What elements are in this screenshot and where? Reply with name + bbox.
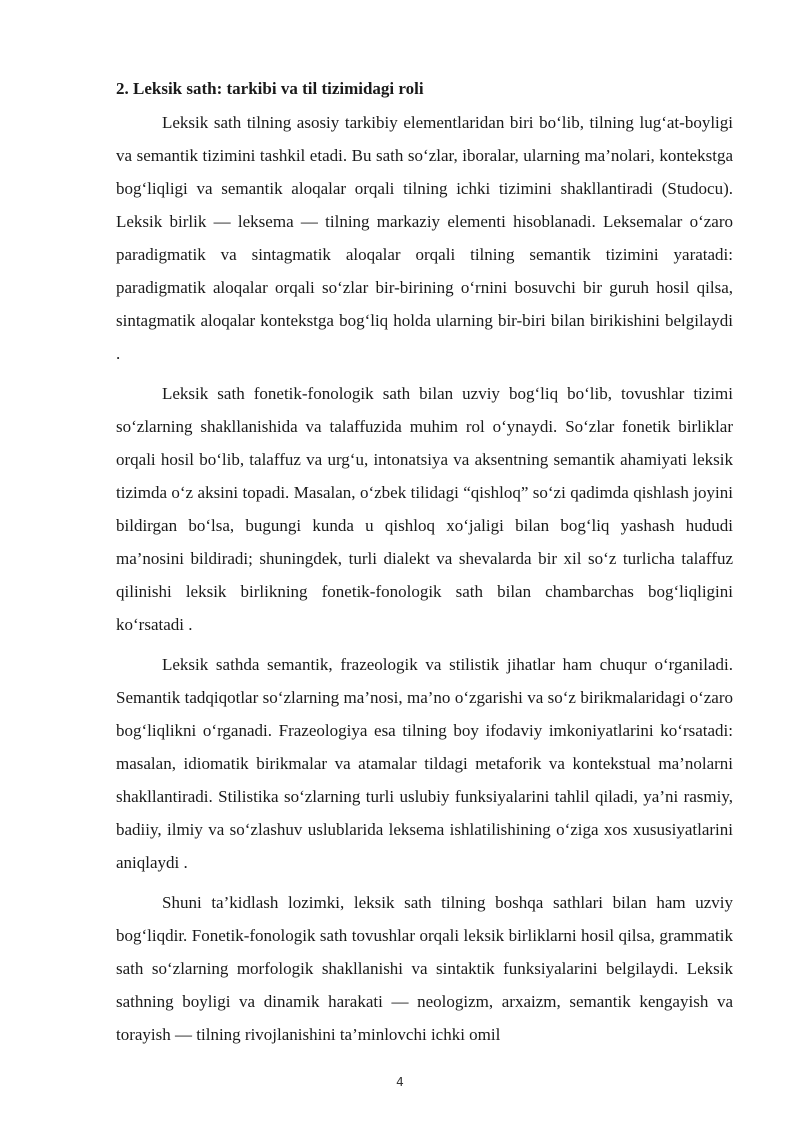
paragraph-1: Leksik sath tilning asosiy tarkibiy elementlaridan biri bo‘lib, tilning lug‘at-boyligi va semantik tizimini tashkil etadi. Bu sath so‘zlar, iboralar, ularning ma’nolari, kontekstga bog‘liqligi va semantik aloqalar orqali tilning ichki tizimini shakllantiradi (Studocu). Leksik birlik — leksema — tilning markaziy elementi hisoblanadi. Leksemalar o‘zaro paradigmatik va sintagmatik aloqalar orqali tilning semantik tizimini yaratadi: paradigmatik aloqalar orqali so‘zlar bir-birining o‘rnini bosuvchi bir guruh hosil qilsa, sintagmatik aloqalar kontekstga bog‘liq holda ularning bir-biri bilan birikishini belgilaydi .: [116, 113, 733, 363]
paragraph-4: Shuni ta’kidlash lozimki, leksik sath tilning boshqa sathlari bilan ham uzviy bog‘liqdir. Fonetik-fonologik sath tovushlar orqali leksik birliklarni hosil qilsa, grammatik sath so‘zlarning morfologik shakllanishi va sintaktik funksiyalarini belgilaydi. Leksik sathning boyligi va dinamik harakati — neologizm, arxaizm, semantik kengayish va torayish — tilning rivojlanishini ta’minlovchi ichki omil: [116, 893, 733, 1044]
page-number: 4: [396, 1075, 404, 1089]
section-heading: 2. Leksik sath: tarkibi va til tizimidagi roli: [116, 79, 424, 98]
document-body: [116, 72, 733, 1058]
paragraph-3: Leksik sathda semantik, frazeologik va stilistik jihatlar ham chuqur o‘rganiladi. Semantik tadqiqotlar so‘zlarning ma’nosi, ma’no o‘zgarishi va so‘z birikmalaridagi o‘zaro bog‘liqlikni o‘rganadi. Frazeologiya esa tilning boy ifodaviy imkoniyatlarini ko‘rsatadi: masalan, idiomatik birikmalar va atamalar tildagi metaforik va kontekstual ma’nolarni shakllantiradi. Stilistika so‘zlarning turli uslubiy funksiyalarini tahlil qiladi, ya’ni rasmiy, badiiy, ilmiy va so‘zlashuv uslublarida leksema ishlatilishining o‘ziga xos xususiyatlarini aniqlaydi .: [116, 655, 733, 872]
paragraph-2: Leksik sath fonetik-fonologik sath bilan uzviy bog‘liq bo‘lib, tovushlar tizimi so‘zlarning shakllanishida va talaffuzida muhim rol o‘ynaydi. So‘zlar fonetik birliklar orqali hosil bo‘lib, talaffuz va urg‘u, intonatsiya va aksentning semantik ahamiyati leksik tizimda o‘z aksini topadi. Masalan, o‘zbek tilidagi “qishloq” so‘zi qadimda qishlash joyini bildirgan bo‘lsa, bugungi kunda u qishloq xo‘jaligi bilan bog‘liq yashash hududi ma’nosini bildiradi; shuningdek, turli dialekt va shevalarda bir xil so‘z turlicha talaffuz qilinishi leksik birlikning fonetik-fonologik sath bilan chambarchas bog‘liqligini ko‘rsatadi .: [116, 384, 733, 634]
